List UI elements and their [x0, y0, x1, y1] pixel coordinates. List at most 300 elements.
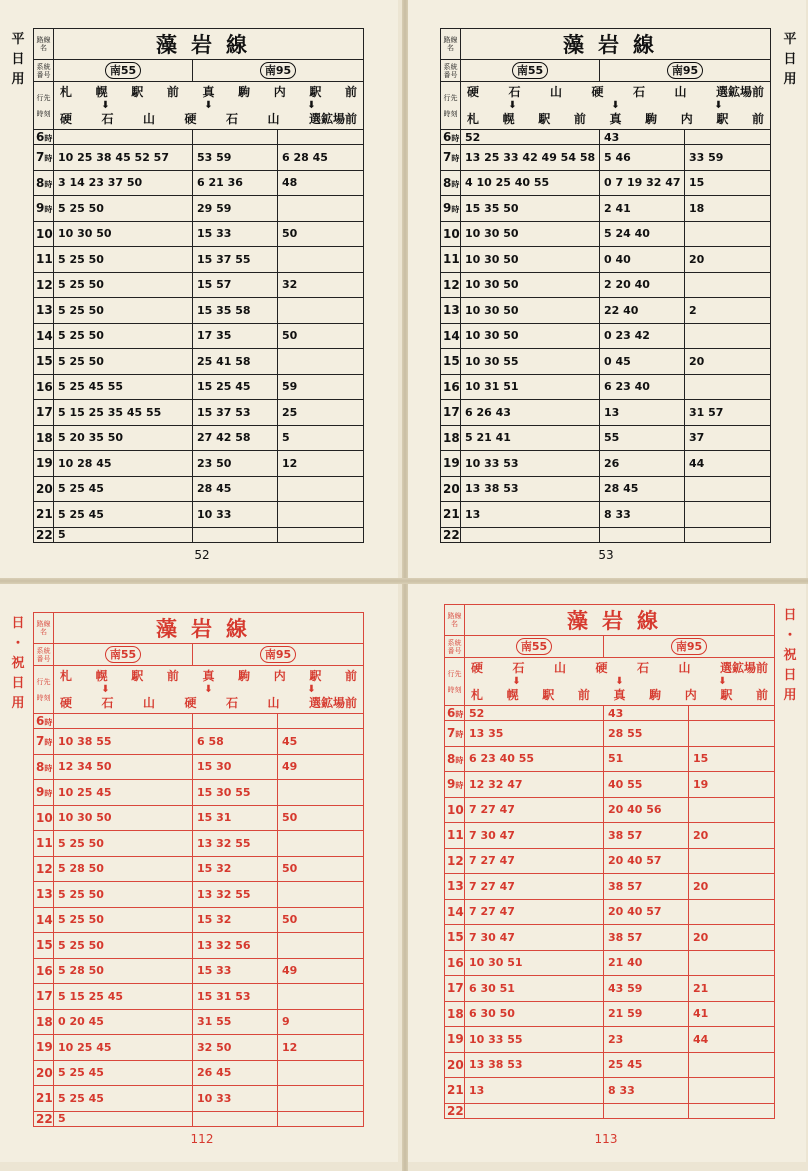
departure-minutes: 10 31 51 [461, 374, 600, 400]
hour-cell [34, 856, 54, 882]
departure-minutes: 2 41 [600, 196, 685, 222]
departure-minutes: 6 26 43 [461, 400, 600, 426]
destination-label: 行先 [447, 669, 462, 678]
destination-char: 山 [267, 695, 280, 710]
hour-number: 6 [36, 714, 45, 728]
hour-cell [445, 746, 465, 772]
timetable-table [440, 28, 771, 543]
departure-minutes: 43 59 [604, 976, 689, 1002]
departure-minutes: 10 30 55 [461, 349, 600, 375]
destination-char: 駒 [238, 84, 251, 99]
hour-row [445, 772, 775, 798]
departure-minutes [689, 797, 775, 823]
direction-arrows [461, 101, 770, 111]
hour-row [34, 247, 364, 273]
departure-minutes: 15 35 58 [193, 298, 278, 324]
hour-cell [34, 933, 54, 959]
hour-number: 21 [36, 1091, 53, 1106]
down-arrow-icon: ⬇ [718, 675, 727, 687]
departure-minutes: 38 57 [604, 874, 689, 900]
title-row [441, 29, 771, 60]
hour-cell [34, 425, 54, 451]
hour-cell [34, 196, 54, 222]
hour-row [445, 899, 775, 925]
destination-char: 前 [756, 687, 769, 702]
down-arrow-icon: ⬇ [204, 683, 213, 695]
departure-minutes [689, 950, 775, 976]
departure-minutes: 20 [689, 823, 775, 849]
hour-suffix: 時 [44, 738, 53, 748]
departure-minutes: 10 33 [193, 502, 278, 528]
departure-minutes: 25 45 [604, 1052, 689, 1078]
departure-minutes: 15 25 45 [193, 374, 278, 400]
destination-char: 幌 [506, 687, 519, 702]
departure-minutes: 38 57 [604, 823, 689, 849]
destination-top [461, 84, 770, 101]
hour-row [441, 145, 771, 171]
hour-row [34, 856, 364, 882]
route-cell [54, 60, 193, 82]
hour-number: 21 [447, 1083, 464, 1098]
departure-minutes: 6 28 45 [278, 145, 364, 171]
down-arrow-icon: ⬇ [307, 683, 316, 695]
hour-row [441, 221, 771, 247]
departure-minutes: 10 30 50 [461, 272, 600, 298]
hour-cell [34, 1009, 54, 1035]
label-spacer [35, 102, 52, 110]
departure-minutes: 10 33 55 [465, 1027, 604, 1053]
departure-minutes [278, 349, 364, 375]
destination-char: 選鉱場前 [716, 84, 765, 99]
departure-minutes: 7 27 47 [465, 797, 604, 823]
departure-minutes: 15 35 50 [461, 196, 600, 222]
departure-minutes: 9 [278, 1009, 364, 1035]
hour-number: 8 [447, 751, 456, 766]
hour-cell [34, 298, 54, 324]
direction-arrows [54, 685, 363, 695]
hour-number: 13 [447, 879, 464, 894]
hour-cell [441, 349, 461, 375]
departure-minutes: 13 38 53 [461, 476, 600, 502]
hour-suffix: 時 [451, 134, 460, 143]
hour-cell [445, 823, 465, 849]
hour-cell [445, 797, 465, 823]
hour-cell [34, 272, 54, 298]
departure-minutes: 38 57 [604, 925, 689, 951]
departure-minutes [685, 374, 771, 400]
hour-cell [34, 349, 54, 375]
departure-minutes: 15 30 55 [193, 780, 278, 806]
destination-char: 駅 [720, 687, 733, 702]
route-cell [193, 644, 364, 666]
hour-cell [34, 400, 54, 426]
hour-row [34, 451, 364, 477]
departure-minutes: 18 [685, 196, 771, 222]
departure-minutes: 15 37 53 [193, 400, 278, 426]
departure-minutes: 13 35 [465, 721, 604, 747]
hour-cell [34, 1035, 54, 1061]
departure-minutes: 12 32 47 [465, 772, 604, 798]
departure-minutes: 6 23 40 [600, 374, 685, 400]
destination-char: 山 [143, 111, 156, 126]
departure-minutes [54, 130, 193, 145]
hour-number: 15 [447, 930, 464, 945]
destination-row [441, 82, 771, 130]
departure-minutes: 12 [278, 451, 364, 477]
hour-number: 17 [36, 405, 53, 420]
hour-row [34, 1060, 364, 1086]
departure-minutes: 6 30 50 [465, 1001, 604, 1027]
hour-number: 22 [447, 1103, 464, 1118]
departure-minutes: 5 [54, 527, 193, 542]
hour-number: 19 [36, 456, 53, 471]
departure-minutes: 27 42 58 [193, 425, 278, 451]
hour-number: 16 [443, 379, 460, 394]
departure-minutes: 15 37 55 [193, 247, 278, 273]
hour-row [34, 400, 364, 426]
departure-minutes: 5 25 50 [54, 272, 193, 298]
dest-time-label [34, 666, 54, 714]
hour-number: 7 [447, 726, 456, 741]
hour-cell [34, 754, 54, 780]
hour-cell [441, 400, 461, 426]
hour-number: 9 [443, 201, 452, 216]
down-arrow-icon: ⬇ [101, 99, 110, 111]
line-title: 藻岩線 [461, 29, 771, 60]
hour-cell [441, 476, 461, 502]
hour-row [441, 272, 771, 298]
destination-char: 石 [633, 84, 646, 99]
destination-char: 石 [226, 111, 239, 126]
destination-top [54, 668, 363, 685]
departure-minutes [685, 221, 771, 247]
hour-suffix: 時 [455, 710, 464, 719]
hour-row [34, 196, 364, 222]
departure-minutes [278, 831, 364, 857]
dest-time-label [441, 82, 461, 130]
hour-suffix: 時 [44, 789, 53, 799]
hour-row [441, 247, 771, 273]
hour-number: 13 [36, 887, 53, 902]
hour-row [34, 374, 364, 400]
down-arrow-icon: ⬇ [611, 99, 620, 111]
destination-char: 硬 [60, 111, 73, 126]
departure-minutes: 15 30 [193, 754, 278, 780]
departure-minutes [689, 1052, 775, 1078]
destination-char: 硬 [595, 660, 608, 675]
departure-minutes: 5 25 50 [54, 933, 193, 959]
hour-cell [445, 976, 465, 1002]
route-cell [604, 636, 775, 658]
departure-minutes [193, 1111, 278, 1126]
hour-number: 6 [443, 130, 452, 144]
hour-cell [441, 130, 461, 145]
hour-suffix: 時 [455, 755, 464, 765]
hour-cell [34, 476, 54, 502]
departure-minutes: 59 [278, 374, 364, 400]
destination-char: 駒 [649, 687, 662, 702]
departure-minutes [689, 1078, 775, 1104]
departure-minutes: 0 45 [600, 349, 685, 375]
destination-char: 駅 [309, 84, 322, 99]
departure-minutes: 15 31 53 [193, 984, 278, 1010]
route-cell [54, 644, 193, 666]
down-arrow-icon: ⬇ [204, 99, 213, 111]
destination-cell [54, 666, 364, 714]
timetable-page [0, 0, 398, 578]
hour-cell [34, 805, 54, 831]
departure-minutes: 28 45 [193, 476, 278, 502]
destination-char: 駒 [238, 668, 251, 683]
page-number: 53 [598, 548, 614, 562]
down-arrow-icon: ⬇ [508, 99, 517, 111]
departure-minutes [685, 130, 771, 145]
departure-minutes: 5 25 50 [54, 907, 193, 933]
hour-number: 16 [447, 955, 464, 970]
destination-char: 選鉱場前 [309, 695, 358, 710]
hour-row [445, 797, 775, 823]
destination-char: 硬 [184, 695, 197, 710]
departure-minutes [278, 933, 364, 959]
departure-minutes: 31 55 [193, 1009, 278, 1035]
departure-minutes: 15 33 [193, 221, 278, 247]
system-number-label: 系統番号 [34, 644, 54, 666]
time-label: 時刻 [36, 109, 51, 118]
route-cell [193, 60, 364, 82]
hour-number: 8 [36, 759, 45, 774]
hour-cell [445, 1078, 465, 1104]
departure-minutes: 45 [278, 729, 364, 755]
hour-cell [441, 502, 461, 528]
departure-minutes: 20 [689, 874, 775, 900]
hour-cell [441, 272, 461, 298]
down-arrow-icon: ⬇ [307, 99, 316, 111]
departure-minutes: 0 7 19 32 47 [600, 170, 685, 196]
hour-cell [34, 221, 54, 247]
hour-row [34, 130, 364, 145]
departure-minutes [689, 1103, 775, 1118]
destination-char: 石 [508, 84, 521, 99]
hour-number: 19 [36, 1040, 53, 1055]
timetable-page [408, 0, 806, 578]
dest-time-label [34, 82, 54, 130]
hour-row [445, 1078, 775, 1104]
departure-minutes: 44 [689, 1027, 775, 1053]
destination-char: 駅 [131, 84, 144, 99]
hour-row [34, 754, 364, 780]
hour-number: 20 [36, 481, 53, 496]
departure-minutes: 5 [278, 425, 364, 451]
departure-minutes: 13 25 33 42 49 54 58 [461, 145, 600, 171]
departure-minutes: 13 32 55 [193, 882, 278, 908]
hour-row [441, 400, 771, 426]
departure-minutes: 5 21 41 [461, 425, 600, 451]
hour-number: 16 [36, 379, 53, 394]
destination-char: 内 [680, 111, 693, 126]
departure-minutes: 23 50 [193, 451, 278, 477]
hour-row [445, 1001, 775, 1027]
route-row [445, 636, 775, 658]
hour-cell [34, 714, 54, 729]
hour-row [445, 823, 775, 849]
hour-cell [441, 451, 461, 477]
departure-minutes: 32 [278, 272, 364, 298]
hour-number: 12 [36, 277, 53, 292]
hour-suffix: 時 [44, 134, 53, 143]
destination-char: 硬 [467, 84, 480, 99]
hour-number: 12 [443, 277, 460, 292]
destination-char: 札 [467, 111, 480, 126]
destination-char: 選鉱場前 [309, 111, 358, 126]
hour-row [441, 502, 771, 528]
hour-number: 9 [36, 785, 45, 800]
route-badge: 南95 [671, 638, 707, 655]
destination-char: 石 [512, 660, 525, 675]
departure-minutes: 15 57 [193, 272, 278, 298]
destination-cell [54, 82, 364, 130]
hour-row [34, 221, 364, 247]
destination-row [445, 658, 775, 706]
hour-row [34, 145, 364, 171]
departure-minutes: 5 25 50 [54, 196, 193, 222]
departure-minutes [278, 298, 364, 324]
hour-number: 13 [443, 303, 460, 318]
destination-char: 内 [684, 687, 697, 702]
destination-char: 札 [60, 668, 73, 683]
departure-minutes: 51 [604, 746, 689, 772]
departure-minutes: 5 15 25 45 [54, 984, 193, 1010]
hour-row [445, 950, 775, 976]
destination-char: 山 [143, 695, 156, 710]
hour-row [34, 805, 364, 831]
hour-number: 20 [36, 1065, 53, 1080]
departure-minutes [278, 130, 364, 145]
departure-minutes: 41 [689, 1001, 775, 1027]
destination-char: 前 [166, 84, 179, 99]
hour-cell [34, 145, 54, 171]
departure-minutes [604, 1103, 689, 1118]
usage-label: 日 ・ 祝 日 用 [11, 616, 25, 711]
hour-cell [441, 145, 461, 171]
hour-number: 10 [447, 802, 464, 817]
departure-minutes: 5 25 50 [54, 247, 193, 273]
route-badge: 南55 [105, 646, 141, 663]
hour-cell [445, 874, 465, 900]
timetable-table [444, 604, 775, 1119]
destination-char: 駅 [131, 668, 144, 683]
departure-minutes: 13 [461, 502, 600, 528]
hour-row [34, 1009, 364, 1035]
destination-cell [465, 658, 775, 706]
destination-bottom [54, 695, 363, 712]
usage-label: 平 日 用 [783, 32, 797, 87]
title-row [445, 605, 775, 636]
departure-minutes: 5 25 50 [54, 298, 193, 324]
hour-cell [34, 170, 54, 196]
departure-minutes: 5 24 40 [600, 221, 685, 247]
destination-char: 山 [678, 660, 691, 675]
hour-number: 7 [36, 734, 45, 749]
departure-minutes: 10 30 50 [54, 805, 193, 831]
hour-number: 9 [447, 777, 456, 792]
hour-cell [34, 780, 54, 806]
departure-minutes: 10 30 50 [461, 247, 600, 273]
destination-char: 真 [202, 84, 215, 99]
departure-minutes: 8 33 [600, 502, 685, 528]
hour-number: 14 [447, 904, 464, 919]
hour-number: 16 [36, 963, 53, 978]
title-row [34, 613, 364, 644]
departure-minutes [600, 527, 685, 542]
hour-row [34, 729, 364, 755]
hour-row [441, 451, 771, 477]
hour-row [445, 721, 775, 747]
hour-cell [441, 323, 461, 349]
departure-minutes: 26 [600, 451, 685, 477]
departure-minutes: 40 55 [604, 772, 689, 798]
destination-char: 山 [554, 660, 567, 675]
system-number-label: 系統番号 [445, 636, 465, 658]
departure-minutes [689, 706, 775, 721]
departure-minutes [278, 1111, 364, 1126]
departure-minutes [689, 721, 775, 747]
hour-row [34, 933, 364, 959]
departure-minutes [278, 714, 364, 729]
hour-suffix: 時 [44, 718, 53, 727]
departure-minutes: 4 10 25 40 55 [461, 170, 600, 196]
line-title: 藻岩線 [54, 613, 364, 644]
hour-number: 6 [447, 706, 456, 720]
departure-minutes: 25 [278, 400, 364, 426]
destination-char: 硬 [60, 695, 73, 710]
departure-minutes: 13 38 53 [465, 1052, 604, 1078]
departure-minutes: 7 27 47 [465, 848, 604, 874]
hour-cell [445, 1052, 465, 1078]
departure-minutes: 5 15 25 35 45 55 [54, 400, 193, 426]
destination-char: 駅 [309, 668, 322, 683]
hour-number: 8 [443, 175, 452, 190]
departure-minutes: 33 59 [685, 145, 771, 171]
departure-minutes: 21 [689, 976, 775, 1002]
hour-cell [445, 899, 465, 925]
timetable-table [33, 28, 364, 543]
destination-char: 幌 [502, 111, 515, 126]
route-badge: 南95 [667, 62, 703, 79]
hour-row [441, 298, 771, 324]
hour-row [34, 502, 364, 528]
departure-minutes: 20 [685, 247, 771, 273]
hour-cell [34, 527, 54, 542]
departure-minutes: 50 [278, 221, 364, 247]
hour-row [34, 1035, 364, 1061]
route-name-label: 路線名 [441, 29, 461, 60]
hour-cell [441, 170, 461, 196]
destination-label: 行先 [36, 677, 51, 686]
destination-char: 札 [471, 687, 484, 702]
departure-minutes: 8 33 [604, 1078, 689, 1104]
hour-row [34, 907, 364, 933]
hour-number: 14 [36, 328, 53, 343]
departure-minutes: 7 27 47 [465, 899, 604, 925]
departure-minutes: 10 33 [193, 1086, 278, 1112]
destination-char: 前 [166, 668, 179, 683]
usage-label: 平 日 用 [11, 32, 25, 87]
hour-cell [441, 425, 461, 451]
hour-number: 22 [36, 527, 53, 542]
departure-minutes: 5 25 45 [54, 476, 193, 502]
hour-number: 17 [36, 989, 53, 1004]
departure-minutes: 6 30 51 [465, 976, 604, 1002]
